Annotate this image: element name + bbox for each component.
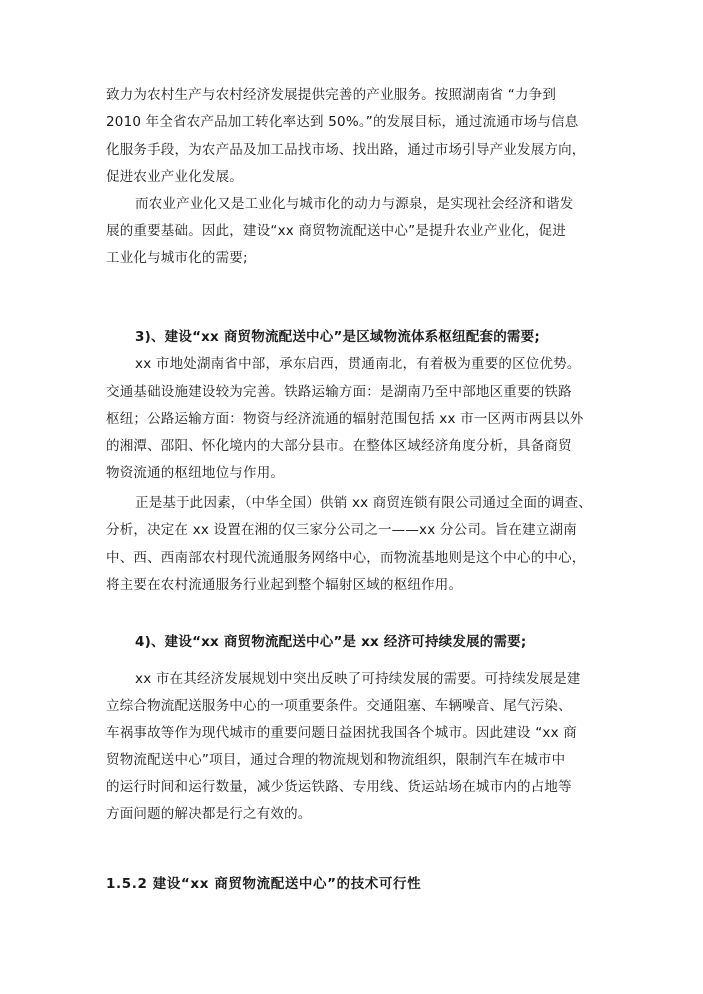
paragraph-line: 物资流通的枢纽地位与作用。 [106, 465, 285, 481]
paragraph-line: 方面问题的解决都是行之有效的。 [106, 806, 312, 822]
paragraph-line: 致力为农村生产与农村经济发展提供完善的产业服务。按照湖南省 “力争到 [106, 87, 557, 103]
subsection-heading: 4)、建设“xx 商贸物流配送中心”是 xx 经济可持续发展的需要; [135, 634, 527, 650]
paragraph-line: 而农业产业化又是工业化与城市化的动力与源泉，是实现社会经济和谐发 [135, 196, 574, 212]
paragraph-line: 正是基于此因素，（中华全国）供销 xx 商贸连锁有限公司通过全面的调查、 [135, 495, 593, 511]
paragraph-line: 工业化与城市化的需要; [106, 250, 248, 266]
paragraph-line: 的湘潭、邵阳、怀化境内的大部分县市。在整体区域经济角度分析，具备商贸 [106, 438, 572, 454]
paragraph-line: 展的重要基础。因此，建设“xx 商贸物流配送中心”是提升农业产业化，促进 [106, 223, 566, 239]
paragraph-line: 贸物流配送中心”项目，通过合理的物流规划和物流组织，限制汽车在城市中 [106, 752, 566, 768]
paragraph-line: 化服务手段，为农产品及加工品找市场、找出路，通过市场引导产业发展方向， [106, 142, 586, 158]
paragraph-line: 分析，决定在 xx 设置在湘的仅三家分公司之一——xx 分公司。旨在建立湖南 [106, 522, 577, 538]
subsection-heading: 3)、建设“xx 商贸物流配送中心”是区域物流体系枢纽配套的需要; [135, 329, 540, 345]
section-heading: 1.5.2 建设“xx 商贸物流配送中心”的技术可行性 [106, 876, 422, 892]
paragraph-line: 枢纽；公路运输方面：物资与经济流通的辐射范围包括 xx 市一区两市两县以外 [106, 411, 584, 427]
paragraph-line: 立综合物流配送服务中心的一项重要条件。交通阻塞、车辆噪音、尾气污染、 [106, 698, 572, 714]
paragraph-line: 2010 年全省农产品加工转化率达到 50%。”的发展目标，通过流通市场与信息 [106, 114, 579, 130]
paragraph-line: 将主要在农村流通服务行业起到整个辐射区域的枢纽作用。 [106, 577, 463, 593]
paragraph-line: xx 市在其经济发展规划中突出反映了可持续发展的需要。可持续发展是建 [135, 671, 581, 687]
paragraph-line: 中、西、西南部农村现代流通服务网络中心，而物流基地则是这个中心的中心， [106, 550, 586, 566]
paragraph-line: 车祸事故等作为现代城市的重要问题日益困扰我国各个城市。因此建设 “xx 商 [106, 725, 577, 741]
paragraph-line: xx 市地处湖南省中部，承东启西，贯通南北，有着极为重要的区位优势。 [135, 356, 581, 372]
paragraph-line: 交通基础设施建设较为完善。铁路运输方面：是湖南乃至中部地区重要的铁路 [106, 384, 572, 400]
paragraph-line: 促进农业产业化发展。 [106, 169, 243, 185]
paragraph-line: 的运行时间和运行数量，减少货运铁路、专用线、货运站场在城市内的占地等 [106, 779, 572, 795]
